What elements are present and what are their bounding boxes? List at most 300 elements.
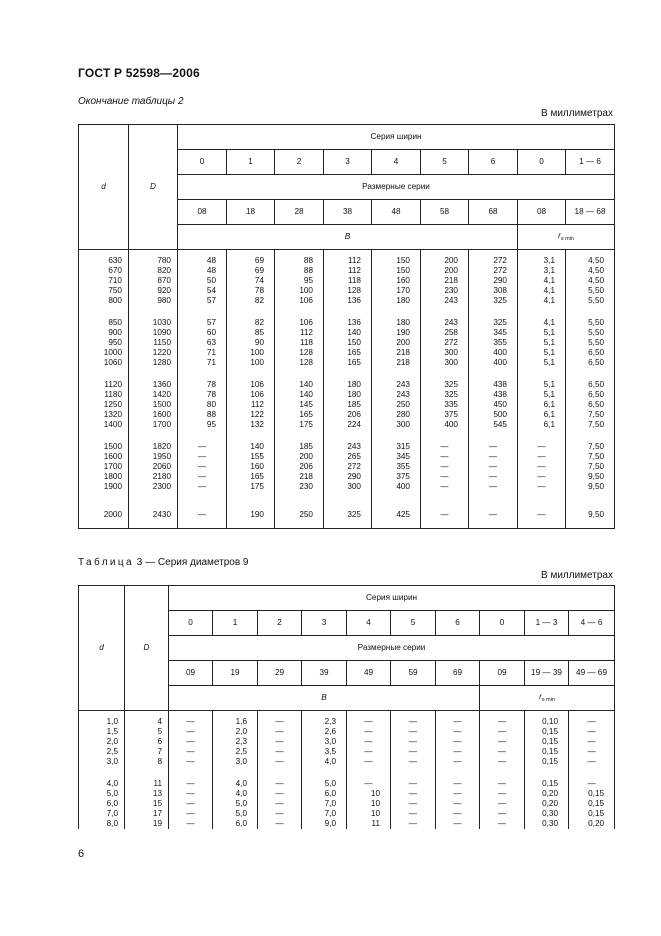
table-cell: 185	[324, 400, 372, 410]
table-cell: —	[480, 799, 525, 809]
page-number: 6	[78, 848, 85, 860]
table-cell: —	[569, 779, 615, 789]
table-cell: 335	[421, 400, 469, 410]
table-cell: —	[178, 482, 227, 492]
table-cell: 5,50	[566, 296, 615, 306]
table-cell: 265	[324, 452, 372, 462]
table-cell: 85	[227, 328, 275, 338]
table-cell: 11	[125, 779, 169, 789]
table-cell: 218	[372, 348, 421, 358]
table-cell: 54	[178, 286, 227, 296]
table-cell: 2,3	[302, 711, 347, 728]
table-cell: 78	[178, 390, 227, 400]
table-row	[79, 727, 615, 737]
table-row	[79, 789, 615, 799]
table-cell: 218	[275, 472, 324, 482]
dim-series-cell: 29	[258, 661, 302, 686]
table-cell: 0,15	[525, 757, 569, 767]
table-cell: 224	[324, 420, 372, 430]
table-cell: —	[421, 452, 469, 462]
table-cell: 0,30	[525, 809, 569, 819]
table-cell: 1820	[129, 442, 178, 452]
table-cell: 243	[421, 296, 469, 306]
table-cell: 180	[372, 296, 421, 306]
table-cell: 160	[372, 276, 421, 286]
dim-series-header: Размерные серии	[169, 636, 615, 661]
width-series-cell: 3	[302, 611, 347, 636]
table-cell: 325	[324, 510, 372, 529]
table-cell: 243	[372, 380, 421, 390]
table-row	[79, 348, 615, 358]
width-series-cell: 0	[480, 611, 525, 636]
table-cell: 243	[372, 390, 421, 400]
table-cell: —	[178, 442, 227, 452]
table-cell: —	[436, 819, 480, 829]
table-cell: 175	[275, 420, 324, 430]
table-cell: 6,1	[518, 410, 566, 420]
spacer-cell	[518, 430, 566, 442]
table-cell: 200	[372, 338, 421, 348]
width-series-cell: 5	[421, 150, 469, 175]
table-cell: 308	[469, 286, 518, 296]
table-cell: 230	[421, 286, 469, 296]
table-cell: 243	[324, 442, 372, 452]
table-cell: —	[469, 442, 518, 452]
table-cell: 670	[79, 266, 129, 276]
table-cell: 900	[79, 328, 129, 338]
table-cell: 1280	[129, 358, 178, 368]
table-cell: —	[169, 809, 213, 819]
table-cell: 5,1	[518, 328, 566, 338]
table-cell: 100	[275, 286, 324, 296]
table-cell: 1360	[129, 380, 178, 390]
table-cell: 325	[469, 296, 518, 306]
table-cell: 180	[372, 318, 421, 328]
row-group-spacer	[79, 430, 615, 442]
table-cell: 3,0	[79, 757, 125, 767]
table-cell: —	[391, 809, 436, 819]
table-cell: 218	[421, 276, 469, 286]
rs-subscript: s min	[560, 235, 574, 242]
table-cell: —	[480, 711, 525, 728]
spacer-cell	[480, 767, 525, 779]
table-cell: 5,50	[566, 338, 615, 348]
table-cell: 3,5	[302, 747, 347, 757]
table-row	[79, 420, 615, 430]
table-cell: 710	[79, 276, 129, 286]
table-cell: —	[178, 510, 227, 529]
table-cell: 1120	[79, 380, 129, 390]
table-cell: 5,1	[518, 358, 566, 368]
table-cell: 345	[372, 452, 421, 462]
table-cell: —	[436, 747, 480, 757]
table-cell: —	[169, 711, 213, 728]
table-cell: 4,0	[79, 779, 125, 789]
table-cell: 5	[125, 727, 169, 737]
table-cell: —	[518, 452, 566, 462]
table-cell: 8	[125, 757, 169, 767]
table-cell: 1400	[79, 420, 129, 430]
table-cell: 6,0	[79, 799, 125, 809]
width-series-header: Серия ширин	[178, 125, 615, 150]
table-cell: 1030	[129, 318, 178, 328]
table-cell: 1950	[129, 452, 178, 462]
table-cell: 206	[275, 462, 324, 472]
dim-series-cell: 39	[302, 661, 347, 686]
spacer-cell	[469, 306, 518, 318]
table-cell: 250	[275, 510, 324, 529]
table-cell: 128	[324, 286, 372, 296]
table-cell: 400	[469, 358, 518, 368]
table-row	[79, 338, 615, 348]
table-cell: 780	[129, 250, 178, 267]
dim-series-cell: 19 — 39	[525, 661, 569, 686]
table-cell: 4,1	[518, 296, 566, 306]
table-cell: 165	[324, 348, 372, 358]
table-cell: 425	[372, 510, 421, 529]
dim-series-cell: 68	[469, 200, 518, 225]
unit-label-table2: В миллиметрах	[541, 108, 613, 119]
table-row	[79, 296, 615, 306]
table-cell: —	[480, 779, 525, 789]
table-cell: 0,15	[525, 727, 569, 737]
table-cell: 10	[347, 789, 391, 799]
table-cell: 7,50	[566, 442, 615, 452]
table-cell: 128	[275, 348, 324, 358]
table-cell: 6,50	[566, 390, 615, 400]
table-cell: 400	[372, 482, 421, 492]
table-cell: 5,50	[566, 286, 615, 296]
dim-series-cell: 69	[436, 661, 480, 686]
width-series-cell: 6	[469, 150, 518, 175]
spacer-cell	[469, 492, 518, 510]
table-cell: 400	[469, 348, 518, 358]
table-cell: —	[480, 727, 525, 737]
table-cell: 112	[275, 328, 324, 338]
table-cell: —	[480, 737, 525, 747]
table-cell: 4,1	[518, 276, 566, 286]
table-cell: 315	[372, 442, 421, 452]
table-cell: —	[421, 510, 469, 529]
spacer-cell	[79, 306, 129, 318]
table-cell: 180	[324, 390, 372, 400]
spacer-cell	[258, 767, 302, 779]
table-row	[79, 250, 615, 267]
table-cell: —	[258, 819, 302, 829]
spacer-cell	[79, 368, 129, 380]
table-cell: 820	[129, 266, 178, 276]
spacer-cell	[275, 430, 324, 442]
table-cell: 74	[227, 276, 275, 286]
width-series-header: Серия ширин	[169, 586, 615, 611]
table-cell: 5,0	[213, 799, 258, 809]
table-cell: 5,0	[302, 779, 347, 789]
spacer-cell	[391, 767, 436, 779]
document-header: ГОСТ Р 52598—2006	[78, 66, 200, 80]
table-cell: 1090	[129, 328, 178, 338]
table-cell: 4,50	[566, 266, 615, 276]
table-cell: 9,0	[302, 819, 347, 829]
table-cell: —	[569, 747, 615, 757]
table-cell: 300	[324, 482, 372, 492]
table-row	[79, 462, 615, 472]
table-cell: 6,1	[518, 420, 566, 430]
table-row	[79, 809, 615, 819]
table-cell: —	[469, 462, 518, 472]
table-cell: 2,0	[213, 727, 258, 737]
table-cell: —	[469, 482, 518, 492]
table-cell: —	[436, 779, 480, 789]
table-row	[79, 400, 615, 410]
table-cell: 78	[227, 286, 275, 296]
table-cell: 0,20	[525, 799, 569, 809]
table-cell: 112	[324, 266, 372, 276]
rs-symbol: r	[558, 230, 561, 240]
row-group-spacer	[79, 492, 615, 510]
table-cell: 300	[372, 420, 421, 430]
table-cell: 6,1	[518, 400, 566, 410]
table-cell: 106	[275, 318, 324, 328]
table-cell: —	[436, 809, 480, 819]
table-cell: —	[518, 482, 566, 492]
spacer-cell	[421, 368, 469, 380]
table-3-caption-prefix: Таблица	[78, 557, 135, 568]
row-group-spacer	[79, 306, 615, 318]
table-cell: 160	[227, 462, 275, 472]
table-cell: —	[436, 711, 480, 728]
table-cell: 0,15	[525, 747, 569, 757]
table-cell: —	[480, 809, 525, 819]
table-cell: 1320	[79, 410, 129, 420]
table-cell: 870	[129, 276, 178, 286]
table-cell: —	[347, 737, 391, 747]
table-cell: 5,1	[518, 380, 566, 390]
table-cell: 272	[421, 338, 469, 348]
table-cell: 1250	[79, 400, 129, 410]
spacer-cell	[372, 492, 421, 510]
table-cell: 118	[324, 276, 372, 286]
table-cell: 1220	[129, 348, 178, 358]
table-cell: 7	[125, 747, 169, 757]
table-cell: 9,50	[566, 472, 615, 482]
table-cell: —	[169, 747, 213, 757]
table-cell: 2,6	[302, 727, 347, 737]
table-cell: 95	[275, 276, 324, 286]
table-row	[79, 318, 615, 328]
col-d-header: d	[79, 125, 129, 250]
table-cell: 0,20	[525, 789, 569, 799]
table-cell: 300	[421, 358, 469, 368]
spacer-cell	[129, 306, 178, 318]
spacer-cell	[178, 368, 227, 380]
dim-series-cell: 38	[324, 200, 372, 225]
table-cell: 280	[372, 410, 421, 420]
table-cell: —	[258, 779, 302, 789]
row-group-spacer	[79, 368, 615, 380]
table-cell: 375	[421, 410, 469, 420]
table-cell: 6,0	[302, 789, 347, 799]
table-cell: 10	[347, 799, 391, 809]
table-cell: 4,0	[213, 789, 258, 799]
table-cell: 165	[227, 472, 275, 482]
table-cell: 5,50	[566, 328, 615, 338]
table-cell: 1800	[79, 472, 129, 482]
table-cell: 140	[275, 390, 324, 400]
spacer-cell	[79, 492, 129, 510]
table-cell: —	[258, 757, 302, 767]
table-cell: 118	[275, 338, 324, 348]
table-cell: 272	[324, 462, 372, 472]
table-cell: 4,1	[518, 286, 566, 296]
table-cell: 6,0	[213, 819, 258, 829]
dim-series-cell: 18 — 68	[566, 200, 615, 225]
spacer-cell	[227, 306, 275, 318]
table-cell: 272	[469, 250, 518, 267]
table-cell: 400	[421, 420, 469, 430]
table-2	[78, 124, 615, 529]
table-cell: 7,50	[566, 452, 615, 462]
table-cell: 128	[275, 358, 324, 368]
table-cell: 132	[227, 420, 275, 430]
width-series-cell: 1 — 3	[525, 611, 569, 636]
table-cell: —	[436, 757, 480, 767]
table-cell: 6	[125, 737, 169, 747]
dim-series-cell: 59	[391, 661, 436, 686]
width-series-cell: 1	[227, 150, 275, 175]
table-cell: 1,0	[79, 711, 125, 728]
table-cell: 0,15	[569, 799, 615, 809]
table-cell: 325	[421, 390, 469, 400]
dim-series-header: Размерные серии	[178, 175, 615, 200]
table-cell: —	[178, 472, 227, 482]
table-row	[79, 482, 615, 492]
table-cell: 78	[178, 380, 227, 390]
spacer-cell	[421, 430, 469, 442]
table-cell: —	[569, 737, 615, 747]
table-cell: 325	[469, 318, 518, 328]
table-cell: —	[178, 462, 227, 472]
table-cell: 2,3	[213, 737, 258, 747]
table-cell: —	[391, 737, 436, 747]
dim-series-cell: 48	[372, 200, 421, 225]
table-cell: 218	[372, 358, 421, 368]
table-cell: 1420	[129, 390, 178, 400]
table-3-caption-title: 3 — Серия диаметров 9	[136, 557, 249, 568]
table-cell: 325	[421, 380, 469, 390]
table-cell: 4,50	[566, 250, 615, 267]
table-cell: 1,6	[213, 711, 258, 728]
table-cell: —	[258, 809, 302, 819]
table-cell: 950	[79, 338, 129, 348]
dim-series-cell: 08	[518, 200, 566, 225]
spacer-cell	[518, 368, 566, 380]
table-cell: 1700	[129, 420, 178, 430]
table-cell: —	[469, 452, 518, 462]
spacer-cell	[436, 767, 480, 779]
spacer-cell	[518, 492, 566, 510]
table-cell: 450	[469, 400, 518, 410]
table-cell: —	[258, 727, 302, 737]
table-cell: 1150	[129, 338, 178, 348]
table-cell: 0,10	[525, 711, 569, 728]
rs-subscript: s min	[541, 696, 555, 703]
width-series-cell: 3	[324, 150, 372, 175]
table-cell: 90	[227, 338, 275, 348]
table-cell: 500	[469, 410, 518, 420]
table-cell: 1000	[79, 348, 129, 358]
table-cell: 750	[79, 286, 129, 296]
table-cell: 8,0	[79, 819, 125, 829]
table-cell: —	[258, 711, 302, 728]
table-cell: —	[518, 510, 566, 529]
table-row	[79, 442, 615, 452]
width-series-cell: 1	[213, 611, 258, 636]
table-cell: 150	[372, 266, 421, 276]
table-cell: 9,50	[566, 482, 615, 492]
col-D-header: D	[125, 586, 169, 711]
table-cell: —	[518, 442, 566, 452]
table-cell: —	[391, 727, 436, 737]
table-cell: —	[258, 737, 302, 747]
spacer-cell	[125, 767, 169, 779]
table-cell: 1700	[79, 462, 129, 472]
table-row	[79, 757, 615, 767]
table-cell: 2180	[129, 472, 178, 482]
table-cell: 2300	[129, 482, 178, 492]
dim-series-cell: 19	[213, 661, 258, 686]
table-cell: —	[436, 737, 480, 747]
table-cell: 1180	[79, 390, 129, 400]
table-cell: 60	[178, 328, 227, 338]
dim-series-cell: 08	[178, 200, 227, 225]
col-rs-header	[518, 225, 615, 250]
table-cell: —	[258, 789, 302, 799]
table-cell: —	[518, 462, 566, 472]
table-row	[79, 266, 615, 276]
table-cell: 100	[227, 358, 275, 368]
table-cell: —	[347, 747, 391, 757]
table-row	[79, 410, 615, 420]
spacer-cell	[566, 368, 615, 380]
dim-series-cell: 09	[169, 661, 213, 686]
table-cell: 145	[275, 400, 324, 410]
table-cell: —	[569, 711, 615, 728]
table-cell: 88	[275, 250, 324, 267]
table-cell: 88	[275, 266, 324, 276]
table-cell: 136	[324, 318, 372, 328]
table-cell: 4,1	[518, 318, 566, 328]
unit-label-table3: В миллиметрах	[541, 570, 613, 581]
spacer-cell	[372, 430, 421, 442]
spacer-cell	[566, 430, 615, 442]
table-cell: 5,1	[518, 390, 566, 400]
table-cell: 106	[227, 390, 275, 400]
spacer-cell	[324, 306, 372, 318]
table-cell: 2430	[129, 510, 178, 529]
table-cell: —	[436, 789, 480, 799]
table-cell: 112	[227, 400, 275, 410]
table-cell: 5,0	[79, 789, 125, 799]
dim-series-cell: 28	[275, 200, 324, 225]
table-cell: —	[169, 779, 213, 789]
table-cell: —	[347, 779, 391, 789]
table-row	[79, 286, 615, 296]
width-series-cell: 0	[178, 150, 227, 175]
table-cell: —	[480, 819, 525, 829]
table-cell: —	[169, 799, 213, 809]
spacer-cell	[324, 492, 372, 510]
table-cell: 290	[469, 276, 518, 286]
